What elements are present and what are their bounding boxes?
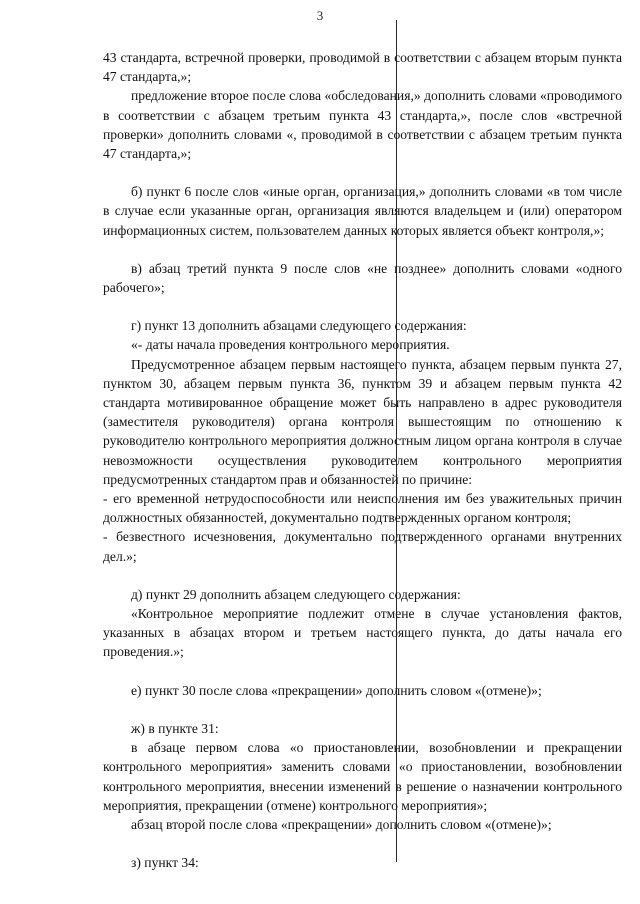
paragraph-spacer — [103, 163, 622, 182]
paragraph: Предусмотренное абзацем первым настоящего пункта, абзацем первым пункта 27, пунктом 30, абзацем первым пункта 36, пунктом 39 и абзацем первым пункта 42 стандарта мотивированное обращение может быть направлено в адрес руководителя (заместителя руководителя) органа контроля вышестоящим по отношению к руководителю контрольного мероприятия должностным лицом органа контроля в случае невозможности осуществления руководителем контрольного мероприятия предусмотренных стандартом прав и обязанностей по причине: — [103, 356, 622, 487]
paragraph: д) пункт 29 дополнить абзацем следующего содержания: — [131, 586, 461, 602]
paragraph: 43 стандарта, встречной проверки, проводимой в соответствии с абзацем вторым пункта 47 стандарта,»; — [103, 50, 622, 85]
paragraph: абзац второй после слова «прекращении» дополнить словом «(отмене)»; — [131, 816, 552, 832]
paragraph: - безвестного исчезновения, документально подтвержденного органами внутренних дел.»; — [103, 529, 622, 564]
paragraph-spacer — [103, 240, 622, 259]
paragraph-spacer — [103, 566, 622, 585]
paragraph: б) пункт 6 после слов «иные орган, организация,» дополнить словами «в том числе в случае если указанные орган, организация являются владельцем и (или) оператором информационных систем, пользователем данных которых является объект контроля,»; — [103, 184, 622, 238]
paragraph-spacer — [103, 700, 622, 719]
paragraph: «Контрольное мероприятие подлежит отмене в случае установления фактов, указанных в абзацах втором и третьем настоящего пункта, до даты начала его проведения.»; — [103, 606, 622, 660]
paragraph: предложение второе после слова «обследования,» дополнить словами «проводимого в соответствии с абзацем третьим пункта 43 стандарта,», после слов «встречной проверки» дополнить словами «, проводимой в соответствии с абзацем третьим пункта 47 стандарта,»; — [103, 88, 622, 162]
paragraph-spacer — [103, 662, 622, 681]
paragraph-spacer — [103, 297, 622, 316]
paragraph: е) пункт 30 после слова «прекращении» дополнить словом «(отмене)»; — [131, 682, 542, 698]
paragraph: г) пункт 13 дополнить абзацами следующего содержания: — [131, 318, 467, 334]
paragraph: ж) в пункте 31: — [131, 720, 219, 736]
paragraph-spacer — [103, 834, 622, 853]
paragraph: - его временной нетрудоспособности или неисполнения им без уважительных причин должностных обязанностей, документально подтвержденных органом контроля; — [103, 491, 622, 526]
page-number: 3 — [316, 8, 324, 23]
paragraph: в) абзац третий пункта 9 после слов «не позднее» дополнить словами «одного рабочего»; — [103, 260, 622, 296]
document-body — [103, 48, 622, 872]
paragraph: «- даты начала проведения контрольного мероприятия. — [131, 337, 450, 353]
paragraph: в абзаце первом слова «о приостановлении, возобновлении и прекращении контрольного мероприятия» заменить словами «о приостановлении, возобновлении контрольного мероприятия, внесении изменений в решение о назначении контрольного мероприятия, прекращении (отмене) контрольного мероприятия»; — [103, 740, 622, 813]
paragraph: з) пункт 34: — [131, 855, 199, 871]
